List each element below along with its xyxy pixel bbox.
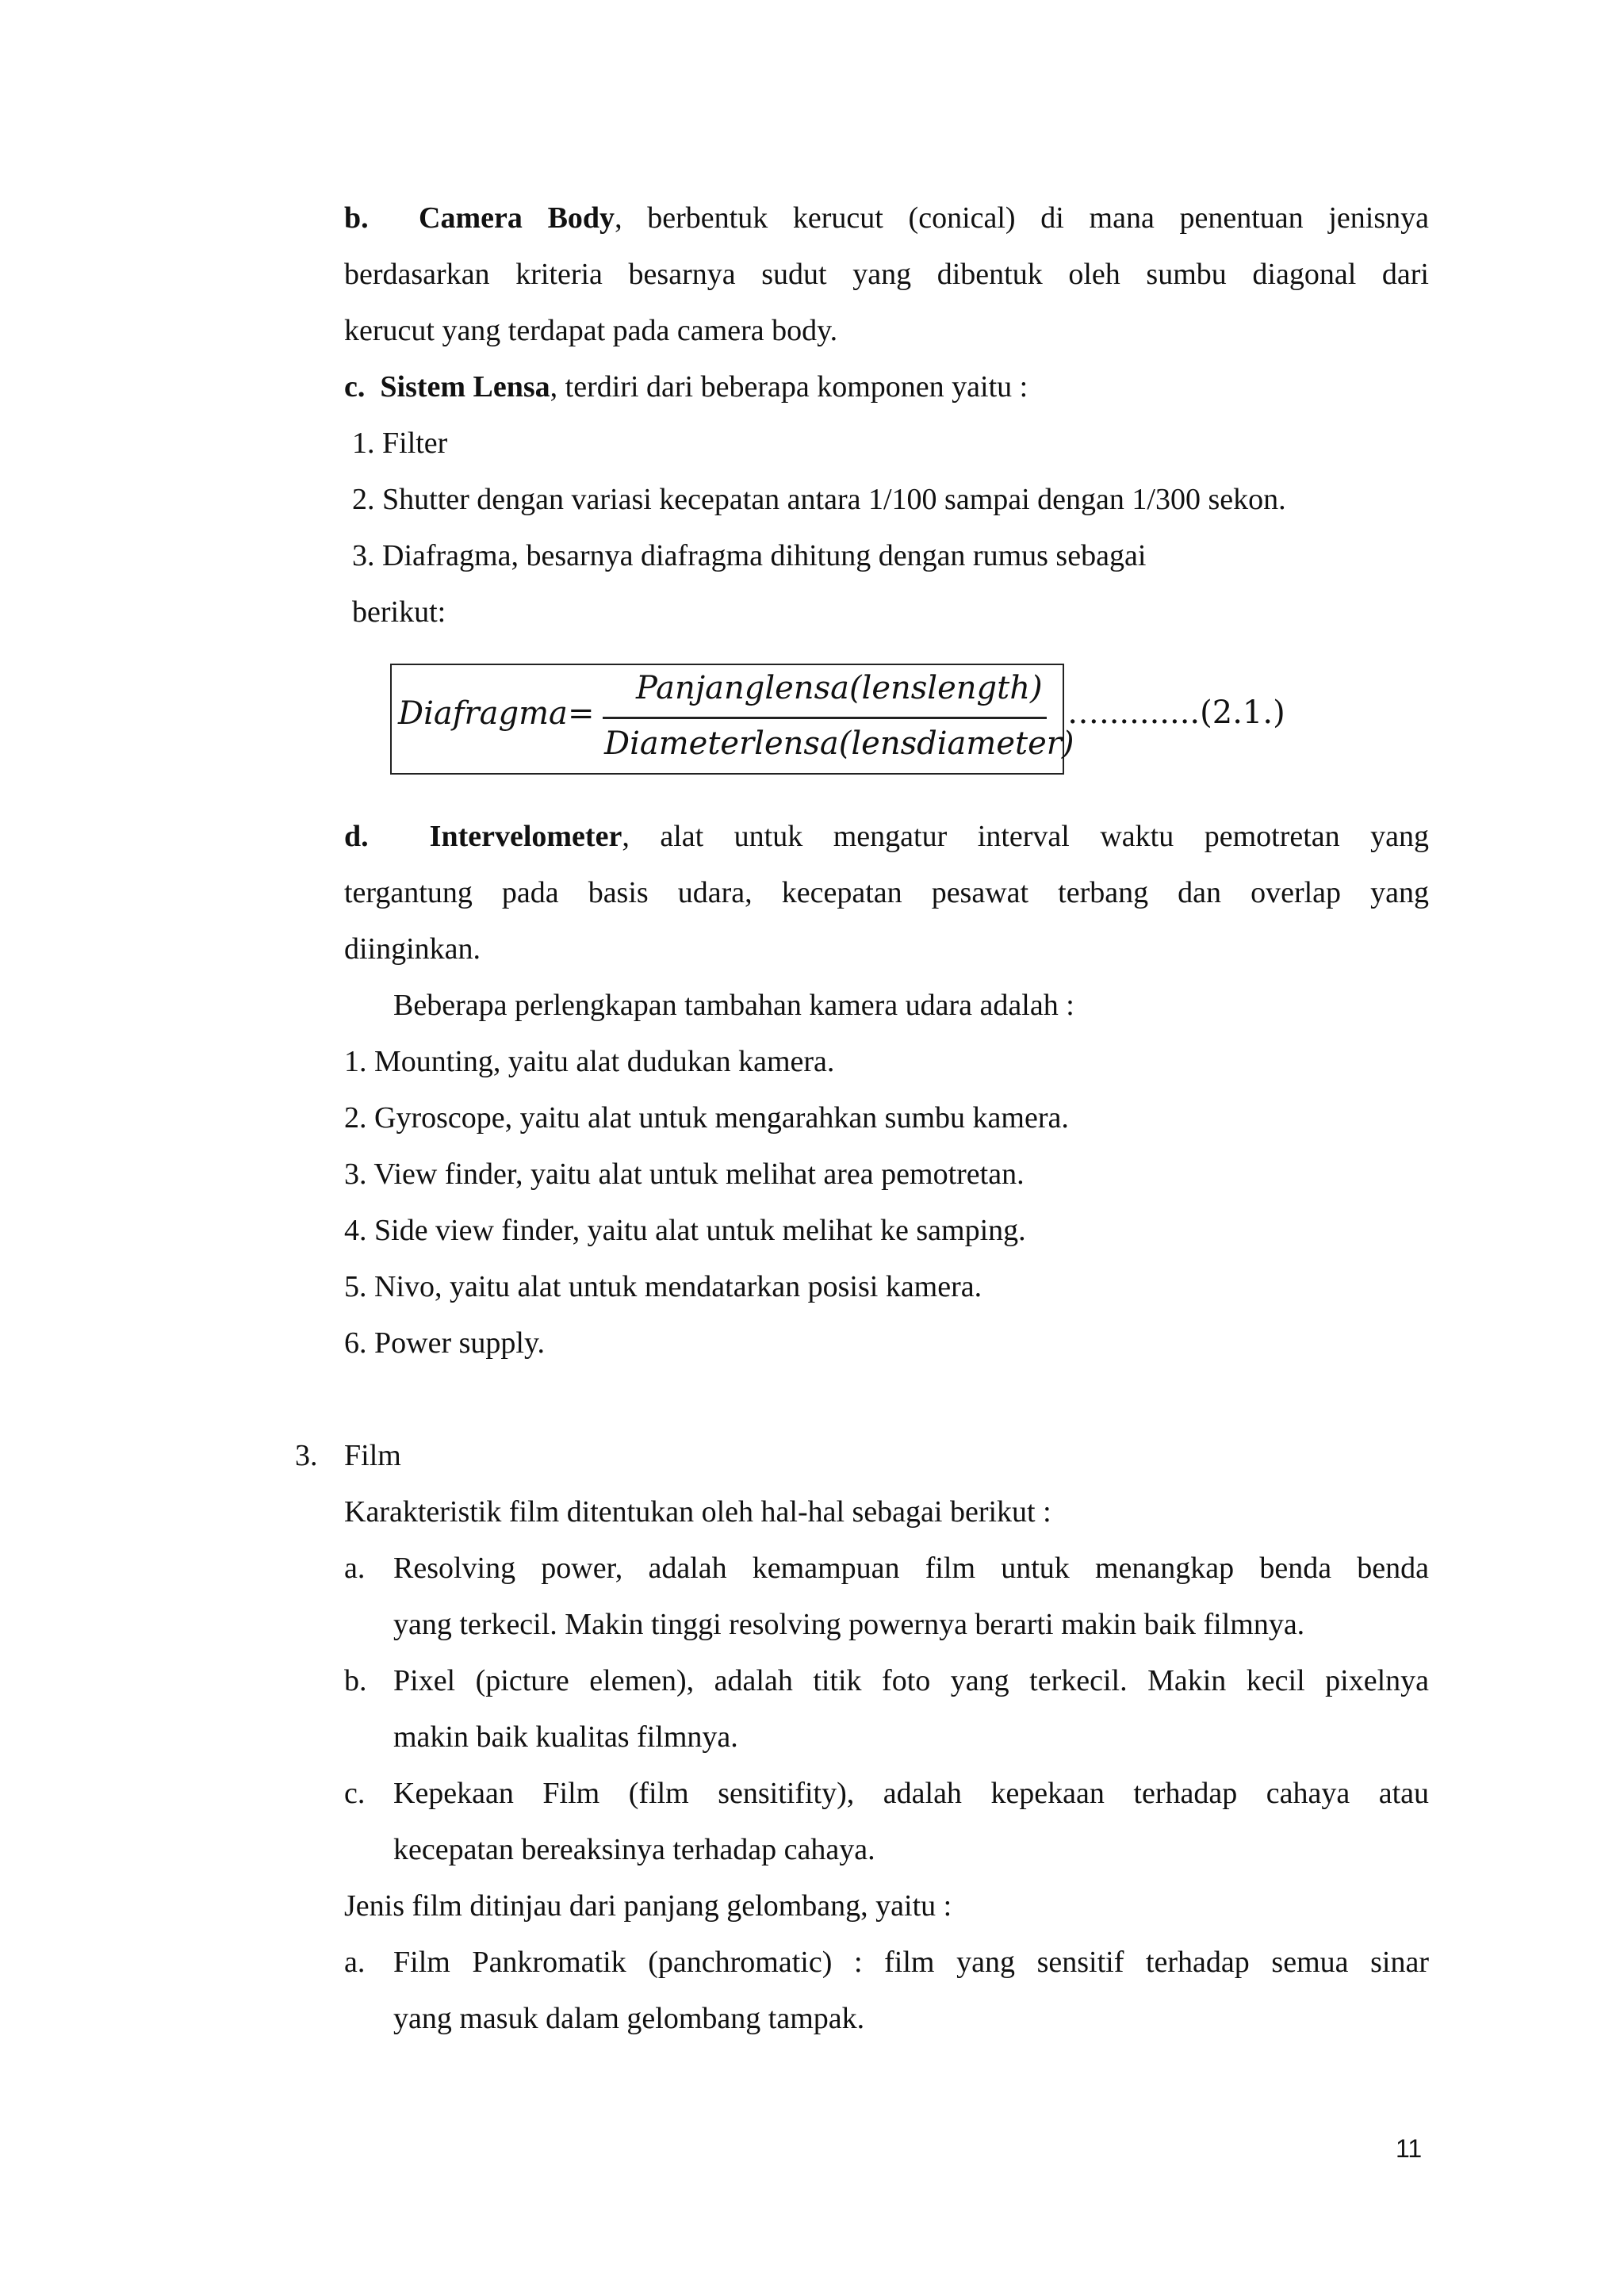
- item-marker-c: c.: [344, 370, 366, 404]
- film-char-marker: c.: [344, 1777, 366, 1810]
- equation-number: …..........(2.1.): [1067, 695, 1285, 731]
- paragraph-intervelometer-line3: diinginkan.: [344, 932, 481, 966]
- equation-lhs: Diafragma: [398, 695, 568, 732]
- film-char-line1: Kepekaan Film (film sensitifity), adalah kepekaan terhadap cahaya atau: [393, 1777, 1429, 1810]
- paragraph-camera-body-line1: [344, 203, 1429, 233]
- term-camera-body: Camera Body: [419, 201, 615, 235]
- accessory-item: 3. View finder, yaitu alat untuk melihat area pemotretan.: [344, 1158, 1025, 1191]
- intervelometer-text: , alat untuk mengatur interval waktu pemotretan yang: [622, 820, 1430, 853]
- lens-item-shutter: 2. Shutter dengan variasi kecepatan antara 1/100 sampai dengan 1/300 sekon.: [352, 483, 1286, 516]
- accessory-item: 2. Gyroscope, yaitu alat untuk mengarahkan sumbu kamera.: [344, 1101, 1069, 1135]
- equation-box: [390, 664, 1074, 775]
- paragraph-camera-body-line3: kerucut yang terdapat pada camera body.: [344, 314, 838, 347]
- equation-numerator: Panjanglensa(lenslength): [636, 670, 1043, 706]
- film-type-marker: a.: [344, 1946, 366, 1979]
- film-char-marker: b.: [344, 1664, 367, 1697]
- lens-item-filter: 1. Filter: [352, 427, 448, 460]
- film-type-line1: Film Pankromatik (panchromatic) : film yang sensitif terhadap semua sinar: [393, 1946, 1429, 1979]
- film-char-line1: Resolving power, adalah kemampuan film untuk menangkap benda benda: [393, 1552, 1429, 1585]
- camera-body-text: , berbentuk kerucut (conical) di mana penentuan jenisnya: [615, 201, 1430, 235]
- film-intro: Karakteristik film ditentukan oleh hal-hal sebagai berikut :: [344, 1495, 1051, 1529]
- paragraph-sistem-lensa: [344, 372, 1028, 402]
- film-char-line2: makin baik kualitas filmnya.: [393, 1720, 738, 1754]
- section-heading-film: Film: [344, 1439, 401, 1472]
- term-intervelometer: Intervelometer: [429, 820, 622, 853]
- accessories-intro: Beberapa perlengkapan tambahan kamera udara adalah :: [393, 989, 1074, 1022]
- term-sistem-lensa: Sistem Lensa: [380, 370, 550, 404]
- film-char-line2: kecepatan bereaksinya terhadap cahaya.: [393, 1833, 875, 1866]
- equation-equals: =: [568, 695, 595, 732]
- item-marker-b: b.: [344, 201, 369, 235]
- film-char-line1: Pixel (picture elemen), adalah titik foto yang terkecil. Makin kecil pixelnya: [393, 1664, 1429, 1697]
- accessory-item: 6. Power supply.: [344, 1326, 545, 1360]
- film-char-line2: yang terkecil. Makin tinggi resolving powernya berarti makin baik filmnya.: [393, 1608, 1305, 1641]
- film-type-line2: yang masuk dalam gelombang tampak.: [393, 2002, 865, 2035]
- accessory-item: 5. Nivo, yaitu alat untuk mendatarkan posisi kamera.: [344, 1270, 982, 1303]
- page-number: 11: [1396, 2134, 1423, 2163]
- accessory-item: 4. Side view finder, yaitu alat untuk melihat ke samping.: [344, 1214, 1026, 1247]
- sistem-lensa-text: , terdiri dari beberapa komponen yaitu :: [550, 370, 1028, 404]
- lens-item-diafragma-cont: berikut:: [352, 595, 446, 629]
- paragraph-intervelometer-line2: tergantung pada basis udara, kecepatan pesawat terbang dan overlap yang: [344, 876, 1429, 909]
- film-char-marker: a.: [344, 1552, 366, 1585]
- lens-item-diafragma: 3. Diafragma, besarnya diafragma dihitung dengan rumus sebagai: [352, 539, 1147, 572]
- equation-fraction-bar: [603, 717, 1047, 719]
- item-marker-d: d.: [344, 820, 369, 853]
- paragraph-camera-body-line2: berdasarkan kriteria besarnya sudut yang dibentuk oleh sumbu diagonal dari: [344, 258, 1429, 291]
- paragraph-intervelometer-line1: [344, 821, 1429, 851]
- accessory-item: 1. Mounting, yaitu alat dudukan kamera.: [344, 1045, 835, 1078]
- film-types-intro: Jenis film ditinjau dari panjang gelombang, yaitu :: [344, 1889, 952, 1923]
- section-number-film: 3.: [295, 1439, 318, 1472]
- equation-denominator: Diameterlensa(lensdiameter): [604, 725, 1074, 762]
